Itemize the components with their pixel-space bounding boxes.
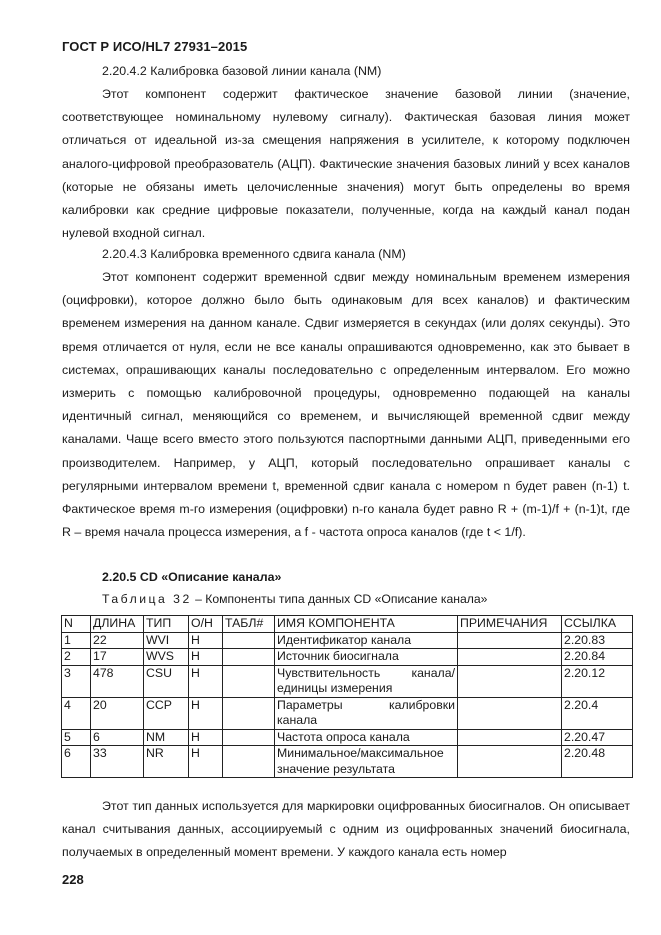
table-row xyxy=(62,665,633,697)
cell-opt: H xyxy=(189,649,223,666)
cell-n: 1 xyxy=(62,632,91,649)
table-caption-text: – Компоненты типа данных CD «Описание канала» xyxy=(191,592,488,606)
cell-length: 33 xyxy=(91,746,144,778)
column-header-opt: О/Н xyxy=(189,616,223,633)
cell-type: NM xyxy=(144,729,189,746)
cell-type: WVI xyxy=(144,632,189,649)
subsection-heading-baseline: 2.20.4.2 Калибровка базовой линии канала (NM) xyxy=(102,64,382,78)
table-row xyxy=(62,746,633,778)
cell-reference: 2.20.12 xyxy=(562,665,633,697)
column-header-reference: ССЫЛКА xyxy=(562,616,633,633)
cell-length: 22 xyxy=(91,632,144,649)
cell-length: 17 xyxy=(91,649,144,666)
cell-table xyxy=(223,697,275,729)
cell-n: 5 xyxy=(62,729,91,746)
cell-reference: 2.20.84 xyxy=(562,649,633,666)
cell-component-name: Минимальное/максимальное значение результата xyxy=(275,746,458,778)
subsection-heading-time-shift: 2.20.4.3 Калибровка временного сдвига канала (NM) xyxy=(102,247,406,261)
standard-header: ГОСТ Р ИСО/HL7 27931–2015 xyxy=(62,39,248,54)
cell-opt: H xyxy=(189,665,223,697)
cell-notes xyxy=(458,697,562,729)
table-row xyxy=(62,729,633,746)
cell-opt: H xyxy=(189,746,223,778)
cell-n: 4 xyxy=(62,697,91,729)
section-heading-cd: 2.20.5 CD «Описание канала» xyxy=(102,570,282,584)
column-header-length: ДЛИНА xyxy=(91,616,144,633)
cell-type: CCP xyxy=(144,697,189,729)
cell-component-name: Идентификатор канала xyxy=(275,632,458,649)
page-number: 228 xyxy=(62,872,84,887)
cell-table xyxy=(223,665,275,697)
components-table xyxy=(61,615,633,778)
paragraph-cd-description: Этот тип данных используется для маркировки оцифрованных биосигналов. Он описывает канал считывания данных, ассоциируемый с одним из оцифрованных значений биосигнала, получаемых в определенный момент времени. У каждого канала есть номер xyxy=(62,799,630,860)
cell-notes xyxy=(458,729,562,746)
cell-length: 478 xyxy=(91,665,144,697)
cell-table xyxy=(223,746,275,778)
cell-opt: H xyxy=(189,697,223,729)
cell-table xyxy=(223,649,275,666)
cell-n: 6 xyxy=(62,746,91,778)
table-row xyxy=(62,697,633,729)
column-header-component-name: ИМЯ КОМПОНЕНТА xyxy=(275,616,458,633)
cell-length: 20 xyxy=(91,697,144,729)
table-header-row xyxy=(62,616,633,633)
table-row xyxy=(62,632,633,649)
table-caption-label: Таблица 32 xyxy=(102,592,192,606)
cell-opt: H xyxy=(189,632,223,649)
paragraph-time-shift: Этот компонент содержит временной сдвиг между номинальным временем измерения (оцифровки), которое должно было быть одинаковым для всех каналов) и фактическим временем измерения на данном канале. Сдвиг измеряется в секундах (или долях секунды). Это время отличается от нуля, если не все каналы опрашиваются одновременно, как это бывает в системах, опрашивающих каналы последовательно с определенным интервалом. Его можно измерить с помощью калибровочной процедуры, одновременно подающей на каналы идентичный сигнал, меняющийся со временем, и вычисляющей временной сдвиг между каналами. Чаще всего вместо этого пользуются паспортными данными АЦП, приведенными его производителем. Например, у АЦП, который последовательно опрашивает каналы с регулярными интервалом времени t, временной сдвиг канала с номером n будет равен (n-1) t. Фактическое время m-го измерения (оцифровки) n-го канала будет равно R + (m-1)/f + (n-1)t, где R – время начала процесса измерения, а f - частота опроса каналов (где t < 1/f). xyxy=(62,270,630,540)
cell-notes xyxy=(458,649,562,666)
table-caption xyxy=(102,592,487,606)
cell-length: 6 xyxy=(91,729,144,746)
cell-n: 2 xyxy=(62,649,91,666)
cell-type: CSU xyxy=(144,665,189,697)
paragraph-baseline: Этот компонент содержит фактическое значение базовой линии (значение, соответствующее номинальному нулевому сигналу). Фактическая базовая линия может отличаться от идеальной из-за смещения напряжения в усилителе, к которому подключен аналого-цифровой преобразователь (АЦП). Фактические значения базовых линий у всех каналов (которые не обязаны иметь целочисленные значения) могут быть определены во время калибровки как средние цифровые показатели, полученные, когда на каждый канал подан нулевой входной сигнал. xyxy=(62,87,630,241)
cell-reference: 2.20.4 xyxy=(562,697,633,729)
cell-notes xyxy=(458,632,562,649)
column-header-n: N xyxy=(62,616,91,633)
cell-table xyxy=(223,729,275,746)
cell-opt: H xyxy=(189,729,223,746)
table-row xyxy=(62,649,633,666)
cell-component-name: Частота опроса канала xyxy=(275,729,458,746)
cell-component-name: Источник биосигнала xyxy=(275,649,458,666)
cell-type: WVS xyxy=(144,649,189,666)
column-header-table: ТАБЛ# xyxy=(223,616,275,633)
cell-notes xyxy=(458,665,562,697)
cell-notes xyxy=(458,746,562,778)
cell-reference: 2.20.47 xyxy=(562,729,633,746)
cell-reference: 2.20.83 xyxy=(562,632,633,649)
cell-component-name: Параметры калибровки канала xyxy=(275,697,458,729)
cell-n: 3 xyxy=(62,665,91,697)
cell-table xyxy=(223,632,275,649)
cell-type: NR xyxy=(144,746,189,778)
column-header-type: ТИП xyxy=(144,616,189,633)
cell-reference: 2.20.48 xyxy=(562,746,633,778)
cell-component-name: Чувствительность канала/единицы измерения xyxy=(275,665,458,697)
column-header-notes: ПРИМЕЧАНИЯ xyxy=(458,616,562,633)
